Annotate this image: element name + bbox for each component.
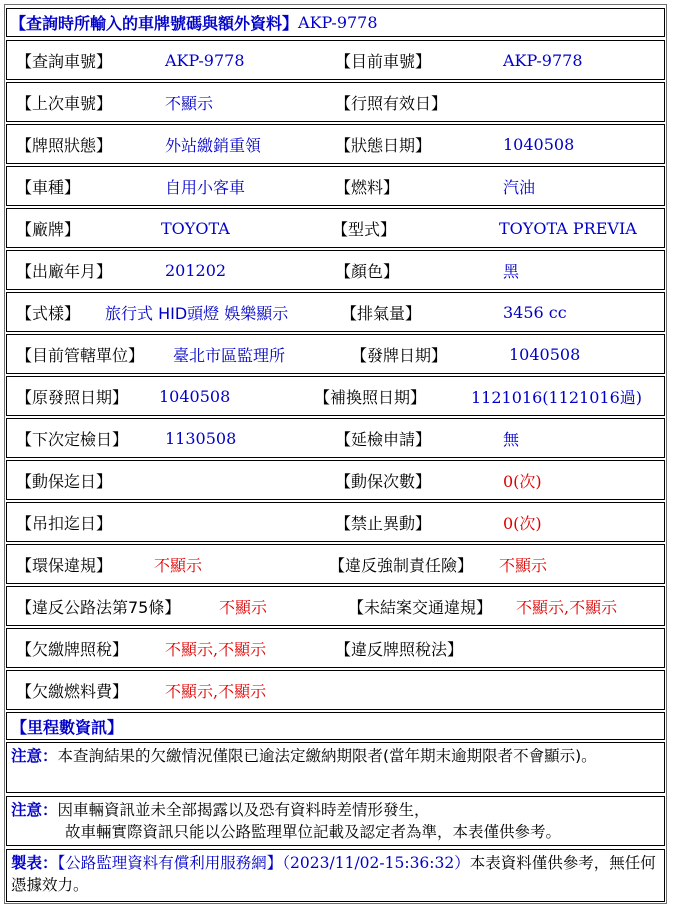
field-label: 【目前車號】 [335, 51, 432, 71]
field-value: 不顯示,不顯示 [516, 597, 618, 617]
info-row [6, 124, 665, 164]
field-value: 201202 [165, 260, 227, 280]
field-label: 【燃料】 [335, 177, 400, 197]
query-header-label: 【查詢時所輸入的車牌號碼與額外資料】 [10, 14, 299, 33]
field-value: 不顯示 [219, 597, 268, 617]
field-label: 【車種】 [16, 177, 81, 197]
field-value: 黑 [503, 261, 520, 281]
field-value: 不顯示 [499, 555, 548, 575]
field-value: 不顯示,不顯示 [165, 681, 267, 701]
field-label: 【吊扣迄日】 [16, 513, 113, 533]
info-row [6, 166, 665, 206]
info-row [6, 40, 665, 80]
note-disclaimer-line1: 因車輛資訊並未全部揭露以及恐有資料時差情形發生， [57, 801, 430, 819]
footer-timestamp: 2023/11/02-15:36:32 [290, 854, 455, 872]
field-value: TOYOTA [161, 218, 230, 238]
field-value: 臺北市區監理所 [173, 345, 286, 365]
field-value: 3456 cc [503, 302, 567, 322]
field-value: 不顯示,不顯示 [165, 639, 267, 659]
field-value: 不顯示 [165, 93, 214, 113]
note-disclaimer [6, 796, 665, 846]
note-overdue [6, 742, 665, 793]
field-label: 【違反強制責任險】 [329, 555, 474, 575]
field-value: 無 [503, 429, 520, 449]
field-label: 【禁止異動】 [335, 513, 432, 533]
field-label: 【下次定檢日】 [16, 429, 129, 449]
info-row [6, 376, 665, 416]
field-value: 1040508 [509, 344, 581, 364]
field-label: 【目前管轄單位】 [16, 345, 145, 365]
info-row [6, 82, 665, 122]
field-label: 【違反牌照稅法】 [335, 639, 464, 659]
field-label: 【狀態日期】 [335, 135, 432, 155]
field-label: 【出廠年月】 [16, 261, 113, 281]
info-row [6, 670, 665, 710]
field-label: 【上次車號】 [16, 93, 113, 113]
field-label: 【環保違規】 [16, 555, 113, 575]
footer-label: 製表： [11, 854, 58, 872]
note-overdue-label: 注意： [11, 747, 58, 765]
field-value: 0(次) [503, 513, 542, 533]
field-label: 【未結案交通違規】 [348, 597, 493, 617]
field-value: 1040508 [503, 134, 575, 154]
field-label: 【顏色】 [335, 261, 400, 281]
info-row [6, 334, 665, 374]
note-overdue-text: 本查詢結果的欠繳情況僅限已逾法定繳納期限者(當年期末逾期限者不會顯示)。 [57, 747, 597, 765]
field-label: 【補換照日期】 [314, 387, 427, 407]
field-label: 【查詢車號】 [16, 51, 113, 71]
mileage-row [6, 712, 665, 740]
query-header-value: AKP-9778 [298, 13, 378, 32]
field-value: TOYOTA PREVIA [499, 218, 637, 238]
field-value: 0(次) [503, 471, 542, 491]
footer-note: 製表：【公路監理資料有償利用服務網】（2023/11/02-15:36:32）本表資料僅供參考，無任何憑據效力。 [6, 849, 665, 902]
field-value: 1121016(1121016過) [471, 387, 643, 407]
field-value: AKP-9778 [503, 50, 583, 70]
field-label: 【行照有效日】 [335, 93, 448, 113]
footer-source: 【公路監理資料有償利用服務網】 [57, 854, 283, 872]
field-label: 【式樣】 [16, 303, 81, 323]
info-row [6, 502, 665, 542]
info-row [6, 586, 665, 626]
info-row [6, 460, 665, 500]
info-row [6, 208, 665, 248]
query-header-row [6, 8, 665, 37]
info-row [6, 250, 665, 290]
field-label: 【延檢申請】 [335, 429, 432, 449]
field-value: 不顯示 [154, 555, 203, 575]
field-value: 自用小客車 [165, 177, 246, 197]
field-label: 【動保迄日】 [16, 471, 113, 491]
field-label: 【廠牌】 [16, 219, 81, 239]
info-row [6, 418, 665, 458]
note-disclaimer-label: 注意： [11, 801, 58, 819]
field-value: 汽油 [503, 177, 536, 197]
field-label: 【原發照日期】 [16, 387, 129, 407]
mileage-title: 【里程數資訊】 [11, 717, 124, 737]
field-label: 【欠繳燃料費】 [16, 681, 129, 701]
footer-text: 本表資料僅供參考，無任何憑據效力。 [11, 854, 656, 894]
field-value: AKP-9778 [165, 50, 245, 70]
field-value: 旅行式 HID頭燈 娛樂顯示 [105, 303, 289, 323]
field-label: 【型式】 [332, 219, 397, 239]
info-row [6, 292, 665, 332]
field-value: 1130508 [165, 428, 237, 448]
field-value: 1040508 [159, 386, 231, 406]
field-label: 【排氣量】 [341, 303, 422, 323]
info-row [6, 628, 665, 668]
field-label: 【發牌日期】 [351, 345, 448, 365]
note-disclaimer-line2: 故車輛實際資訊只能以公路監理單位記載及認定者為準，本表僅供參考。 [65, 823, 562, 841]
field-label: 【欠繳牌照稅】 [16, 639, 129, 659]
field-value: 外站繳銷重領 [165, 135, 262, 155]
field-label: 【動保次數】 [335, 471, 432, 491]
info-row [6, 544, 665, 584]
field-label: 【違反公路法第75條】 [16, 597, 181, 617]
field-label: 【牌照狀態】 [16, 135, 113, 155]
